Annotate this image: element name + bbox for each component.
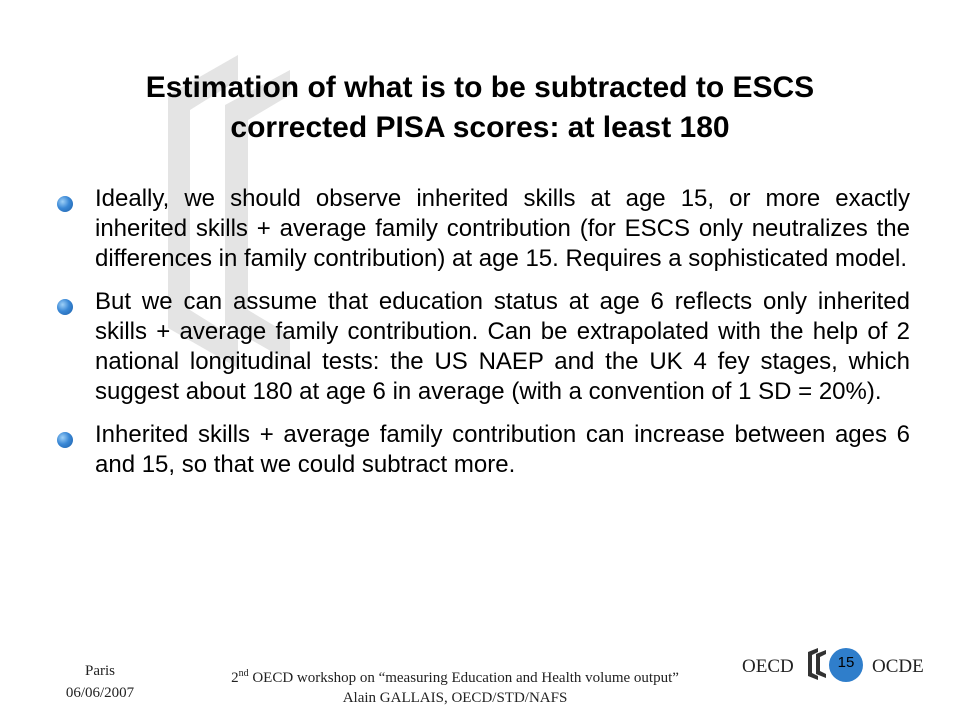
slide-title xyxy=(40,68,920,148)
title-line-2: corrected PISA scores: at least 180 xyxy=(230,111,730,144)
bullet-list xyxy=(55,184,910,493)
bullet-dot-icon xyxy=(57,432,73,448)
bullet-item xyxy=(55,287,910,407)
bullet-text: Inherited skills + average family contribution can increase between ages 6 and 15, so that we could subtract more. xyxy=(95,421,910,478)
footer-workshop-info xyxy=(185,664,725,708)
title-line-1: Estimation of what is to be subtracted to ESCS xyxy=(145,71,815,104)
page-number-badge: 15 xyxy=(829,648,863,682)
bullet-text: Ideally, we should observe inherited skills at age 15, or more exactly inherited skills + average family contribution (for ESCS only neutralizes the differences in family contribution) at age 15. Requires a sophisticated model. xyxy=(95,185,910,272)
footer-place-date xyxy=(40,660,160,704)
bullet-dot-icon xyxy=(57,299,73,315)
workshop-ordinal: nd xyxy=(238,668,249,679)
footer-author: Alain GALLAIS, OECD/STD/NAFS xyxy=(342,690,568,706)
oecd-logo-text: OECD xyxy=(742,656,794,677)
workshop-title: OECD workshop on “measuring Education and Health volume output” xyxy=(248,670,679,686)
workshop-number: 2 xyxy=(231,670,239,686)
bullet-item xyxy=(55,184,910,274)
footer-date: 06/06/2007 xyxy=(65,685,135,701)
footer-workshop xyxy=(185,664,725,688)
footer-place: Paris xyxy=(85,663,115,679)
bullet-item xyxy=(55,420,910,480)
bullet-text: But we can assume that education status at age 6 reflects only inherited skills + average family contribution. Can be extrapolated with the help of 2 national longitudinal tests: the US NAEP and the UK 4 fey stages, which suggest about 180 at age 6 in average (with a convention of 1 SD = 20%). xyxy=(95,288,910,405)
ocde-logo-text: OCDE xyxy=(872,656,924,677)
bullet-dot-icon xyxy=(57,196,73,212)
